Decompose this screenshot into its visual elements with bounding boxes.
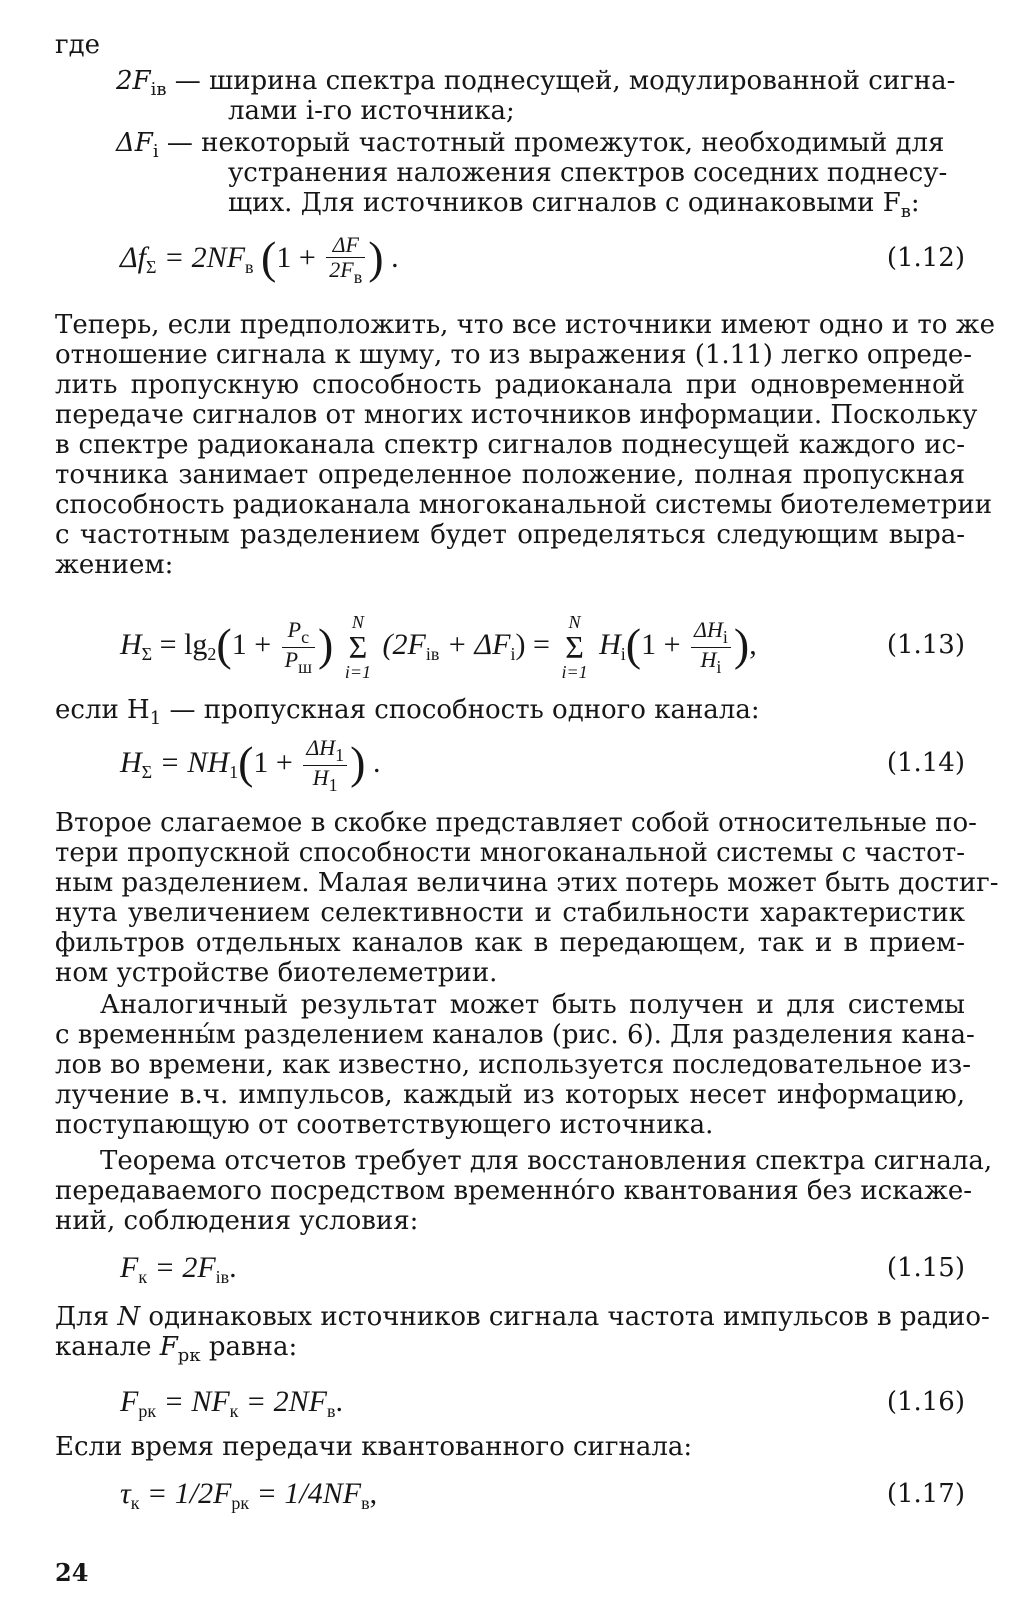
eq12-rhs: = 2NF bbox=[163, 241, 246, 274]
eq15-rhs: = 2F bbox=[154, 1251, 216, 1284]
p2-line: фильтров отдельных каналов как в передающем, так и в прием- bbox=[55, 928, 965, 958]
if-h1-rest: — пропускная способность одного канала: bbox=[161, 695, 760, 725]
channel-pre: канале bbox=[55, 1332, 160, 1362]
eq13-lg-sub: 2 bbox=[207, 644, 217, 664]
p3-line: поступающую от соответствующего источника. bbox=[55, 1110, 714, 1140]
p2-line: ном устройстве биотелеметрии. bbox=[55, 958, 498, 988]
def1-line1: ширина спектра поднесущей, модулированной сигна- bbox=[209, 66, 956, 96]
sigma-icon: Σ bbox=[348, 629, 368, 666]
p1-line: Теперь, если предположить, что все источники имеют одно и то же bbox=[55, 310, 995, 340]
eq13-mid3: ) = bbox=[515, 628, 550, 661]
p4-line: Теорема отсчетов требует для восстановления спектра сигнала, bbox=[100, 1146, 993, 1176]
eq16-tail: . bbox=[335, 1385, 344, 1418]
eq13-frac2-num-sub: i bbox=[722, 626, 728, 647]
eq15-lhs-sub: к bbox=[138, 1267, 148, 1287]
def2-line3-colon: : bbox=[910, 188, 920, 218]
def2-sub: i bbox=[152, 141, 159, 162]
eq17-a: = 1/2F bbox=[147, 1477, 232, 1510]
eq16-a-sub: к bbox=[229, 1401, 239, 1421]
eq14-fraction bbox=[303, 736, 347, 795]
eq14-one: 1 + bbox=[253, 746, 293, 779]
def2-line2: устранения наложения спектров соседних поднесу- bbox=[228, 158, 948, 188]
channel-sub: рк bbox=[177, 1345, 201, 1366]
def2-line3-wrap bbox=[228, 188, 920, 227]
eq12-one: 1 + bbox=[276, 241, 316, 274]
p2-line: ным разделением. Малая величина этих потерь может быть достиг- bbox=[55, 868, 999, 898]
eq17-lhs-sub: к bbox=[130, 1493, 140, 1513]
eq17-number: (1.17) bbox=[886, 1479, 965, 1509]
for-n-var: N bbox=[117, 1302, 141, 1332]
eq14-rparen: ) bbox=[350, 737, 366, 788]
eq15-rhs-sub: iв bbox=[215, 1267, 230, 1287]
eq14-frac-den-sub: 1 bbox=[328, 774, 338, 795]
p1-line: способность радиоканала многоканальной системы биотелеметрии bbox=[55, 490, 993, 520]
p1-line: жением: bbox=[55, 550, 174, 580]
equation-1-12 bbox=[0, 228, 1025, 288]
eq17-tail: , bbox=[369, 1477, 378, 1510]
eq15-lhs: F bbox=[120, 1251, 139, 1284]
p1-line: лить пропускную способность радиоканала при одновременной bbox=[55, 370, 965, 400]
eq12-fraction bbox=[326, 233, 365, 287]
eq13-rparen1: ) bbox=[318, 619, 334, 670]
eq16-body bbox=[120, 1372, 343, 1441]
eq16-number: (1.16) bbox=[886, 1387, 965, 1417]
eq17-b: = 1/4NF bbox=[256, 1477, 362, 1510]
eq13-rparen2: ) bbox=[733, 619, 750, 670]
eq13-lparen1: ( bbox=[216, 619, 232, 670]
p2-line: Второе слагаемое в скобке представляет собой относительные по- bbox=[55, 808, 977, 838]
eq13-lhs: H bbox=[120, 628, 142, 661]
eq13-sum1-bottom: i=1 bbox=[344, 662, 371, 683]
line-channel bbox=[55, 1332, 965, 1371]
def2-line3-sub: в bbox=[900, 201, 911, 222]
eq13-sum1 bbox=[345, 613, 371, 681]
page-number: 24 bbox=[55, 1558, 89, 1587]
line-transmission-time: Если время передачи квантованного сигнала: bbox=[55, 1432, 693, 1462]
p3-line: с временны́м разделением каналов (рис. 6). Для разделения кана- bbox=[55, 1020, 975, 1050]
eq12-number: (1.12) bbox=[886, 243, 965, 273]
eq14-frac-num-sub: 1 bbox=[335, 744, 345, 765]
eq13-sum2-top: N bbox=[568, 612, 581, 633]
eq13-mid: (2F bbox=[382, 628, 426, 661]
eq14-lparen: ( bbox=[238, 737, 254, 788]
eq13-sum2-bottom: i=1 bbox=[561, 662, 588, 683]
eq13-frac-num: P bbox=[287, 616, 302, 642]
eq15-body bbox=[120, 1238, 237, 1307]
p1-line: отношение сигнала к шуму, то из выражения (1.11) легко опреде- bbox=[55, 340, 973, 370]
p2-line: нута увеличением селективности и стабильности характеристик bbox=[55, 898, 965, 928]
def2-line1: некоторый частотный промежуток, необходимый для bbox=[201, 128, 945, 158]
eq15-tail: . bbox=[229, 1251, 237, 1284]
eq14-frac-den: H bbox=[312, 764, 329, 790]
line-if-h1 bbox=[55, 695, 965, 734]
eq14-lhs-sub: Σ bbox=[141, 762, 153, 782]
p1-line: с частотным разделением будет определяться следующим выра- bbox=[55, 520, 965, 550]
eq12-lhs-sub: Σ bbox=[145, 257, 157, 277]
eq16-lhs: F bbox=[120, 1385, 139, 1418]
def2-line3: щих. Для источников сигналов с одинаковыми F bbox=[228, 188, 901, 218]
p1-line: точника занимает определенное положение, полная пропускная bbox=[55, 460, 965, 490]
p3-line: Аналогичный результат может быть получен и для системы bbox=[100, 990, 965, 1020]
eq13-tail: , bbox=[749, 628, 757, 661]
line-for-n bbox=[55, 1302, 990, 1332]
eq16-b-sub: в bbox=[327, 1401, 336, 1421]
eq13-h-sub: i bbox=[620, 644, 626, 664]
eq13-sum1-top: N bbox=[351, 612, 364, 633]
eq13-fraction1 bbox=[282, 618, 315, 677]
eq12-frac-den-sub: в bbox=[353, 267, 363, 288]
def2-var: ΔF bbox=[116, 128, 153, 158]
eq13-lhs-sub: Σ bbox=[141, 644, 153, 664]
eq12-rhs-sub: в bbox=[245, 257, 254, 277]
channel-var: F bbox=[159, 1332, 178, 1362]
equation-1-17 bbox=[0, 1464, 1025, 1524]
p3-line: лов во времени, как известно, используется последовательное из- bbox=[55, 1050, 971, 1080]
eq13-mid-sub: iв bbox=[425, 644, 440, 664]
eq12-lhs: Δf bbox=[120, 241, 146, 274]
sigma-icon: Σ bbox=[565, 629, 584, 666]
eq14-body bbox=[120, 733, 380, 802]
eq16-a: = NF bbox=[163, 1385, 230, 1418]
eq17-a-sub: рк bbox=[231, 1493, 250, 1513]
p2-line: тери пропускной способности многоканальной системы с частот- bbox=[55, 838, 965, 868]
eq13-frac-num-sub: с bbox=[301, 626, 310, 647]
eq17-body bbox=[120, 1464, 377, 1533]
eq14-tail: . bbox=[372, 746, 381, 779]
eq14-lhs: H bbox=[120, 746, 142, 779]
p3-line: лучение в.ч. импульсов, каждый из которых несет информацию, bbox=[55, 1080, 965, 1110]
if-h1-text: если H bbox=[55, 695, 150, 725]
eq13-h: H bbox=[599, 628, 621, 661]
eq14-frac-num: ΔH bbox=[306, 734, 336, 760]
eq17-b-sub: в bbox=[361, 1493, 370, 1513]
def2-dash: — bbox=[166, 128, 193, 158]
def1-sub: iв bbox=[150, 79, 167, 100]
eq15-number: (1.15) bbox=[886, 1253, 965, 1283]
p4-line: ний, соблюдения условия: bbox=[55, 1206, 419, 1236]
eq13-frac2-den: H bbox=[700, 646, 717, 672]
eq16-b: = 2NF bbox=[245, 1385, 328, 1418]
def2-line2-wrap bbox=[228, 158, 947, 188]
p1-line: передаче сигналов от многих источников информации. Поскольку bbox=[55, 400, 978, 430]
eq13-one: 1 + bbox=[231, 628, 272, 661]
for-n-rest: одинаковых источников сигнала частота импульсов в радио- bbox=[140, 1302, 990, 1332]
eq13-number: (1.13) bbox=[886, 630, 965, 660]
eq13-lparen2: ( bbox=[625, 619, 642, 670]
channel-rest: равна: bbox=[200, 1332, 298, 1362]
eq12-rparen: ) bbox=[368, 232, 384, 283]
def1-dash: — bbox=[174, 66, 201, 96]
equation-1-14 bbox=[0, 733, 1025, 793]
eq13-mid2-sub: i bbox=[510, 644, 516, 664]
def1-line2-wrap bbox=[228, 96, 515, 126]
eq13-lg: = lg bbox=[159, 628, 208, 661]
eq16-lhs-sub: рк bbox=[138, 1401, 157, 1421]
equation-1-13 bbox=[0, 600, 1025, 690]
equation-1-16 bbox=[0, 1372, 1025, 1432]
eq17-lhs: τ bbox=[120, 1477, 131, 1510]
eq13-frac2-den-sub: i bbox=[716, 656, 722, 677]
eq12-tail: . bbox=[391, 241, 399, 274]
for-n-pre: Для bbox=[55, 1302, 118, 1332]
p4-line: передаваемого посредством временно́го квантования без искаже- bbox=[55, 1176, 973, 1206]
eq14-number: (1.14) bbox=[886, 748, 965, 778]
eq12-frac-num: ΔF bbox=[332, 232, 359, 258]
eq12-body bbox=[120, 228, 399, 297]
p1-line: в спектре радиоканала спектр сигналов поднесущей каждого ис- bbox=[55, 430, 965, 460]
eq14-nh: = NH bbox=[159, 746, 230, 779]
eq13-one2: 1 + bbox=[641, 628, 681, 661]
def1-var: 2F bbox=[116, 66, 151, 96]
eq12-frac-den: 2F bbox=[329, 257, 354, 283]
if-h1-sub: 1 bbox=[149, 708, 162, 729]
def1-line2: лами i-го источника; bbox=[228, 96, 515, 126]
eq13-sum2 bbox=[561, 613, 587, 681]
eq13-mid2: + ΔF bbox=[446, 628, 511, 661]
eq13-body bbox=[120, 600, 757, 699]
eq13-frac-den: P bbox=[284, 646, 299, 672]
eq12-lparen: ( bbox=[261, 232, 277, 283]
eq13-frac2-num: ΔH bbox=[694, 616, 723, 642]
eq13-frac-den-sub: ш bbox=[298, 656, 312, 677]
word-gde: где bbox=[55, 30, 101, 60]
equation-1-15 bbox=[0, 1238, 1025, 1298]
eq14-nh-sub: 1 bbox=[229, 762, 239, 782]
eq13-fraction2 bbox=[691, 618, 731, 677]
